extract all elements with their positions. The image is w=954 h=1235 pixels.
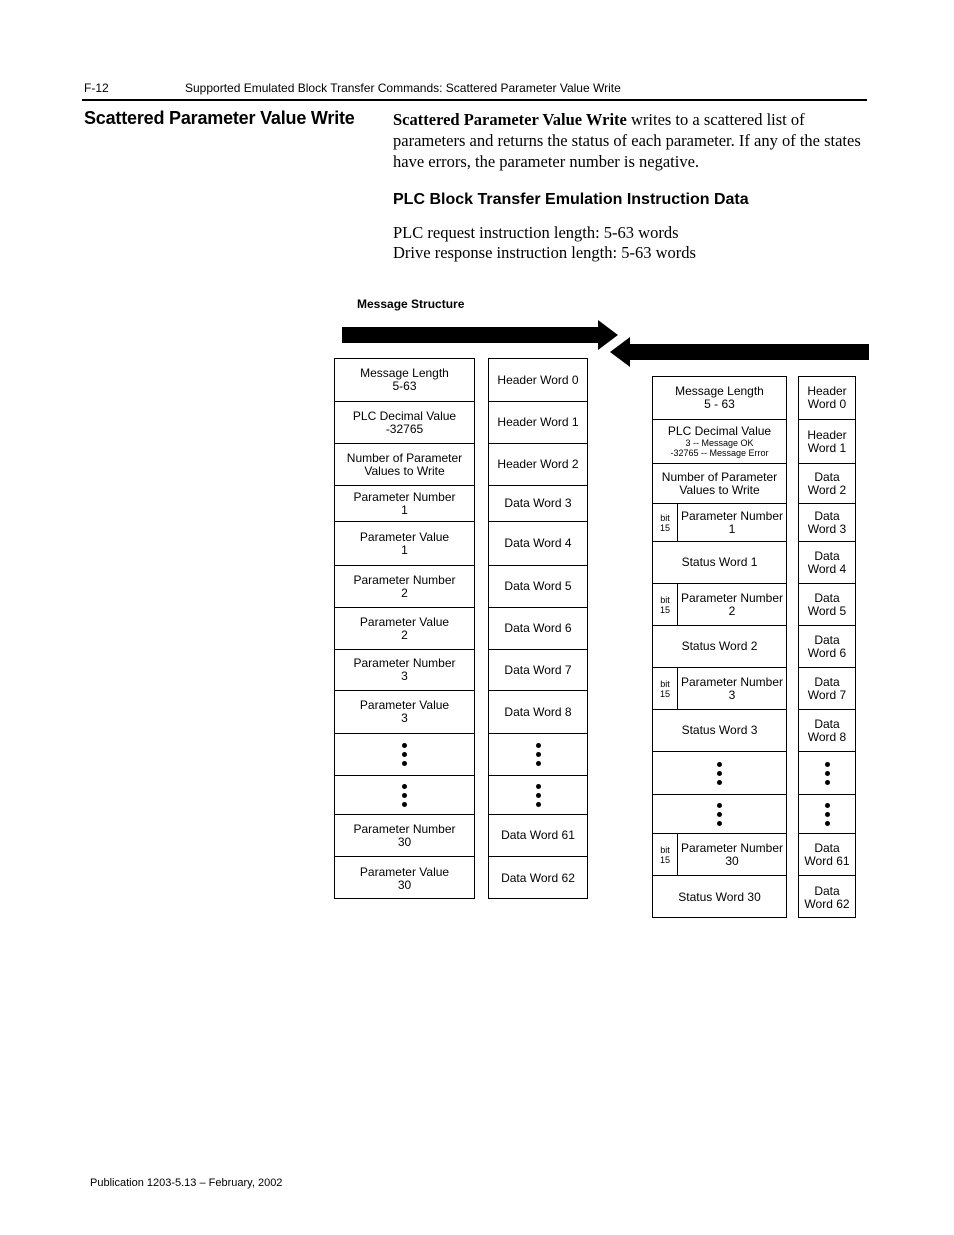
message-cell: [335, 733, 474, 775]
cell-line-2: 2: [401, 585, 408, 600]
message-cell: [489, 485, 587, 521]
parameter-number-label: [678, 504, 786, 541]
message-cell: [335, 775, 474, 814]
cell-line-1: Parameter Number: [353, 821, 456, 836]
cell-line-1: Parameter Number: [680, 840, 784, 855]
cell-line-1: Header Word 1: [497, 415, 579, 429]
intro-bold: Scattered Parameter Value Write: [393, 110, 627, 129]
ellipsis-icon: [717, 803, 722, 826]
message-cell: [489, 775, 587, 814]
transfer-arrows: [0, 0, 954, 400]
cell-line-2: Word 61: [804, 853, 850, 868]
message-cell: [653, 833, 786, 875]
bit-15-marker: [653, 584, 678, 625]
cell-line-2: 30: [725, 853, 739, 868]
cell-note-1: 3 -- Message OK: [685, 438, 754, 448]
cell-line-2: Word 62: [804, 896, 850, 911]
cell-line-2: 30: [397, 834, 412, 849]
ellipsis-icon: [825, 762, 830, 785]
page-number: F-12: [84, 81, 109, 95]
cell-line-2: Word 8: [807, 729, 847, 744]
message-cell: [335, 649, 474, 690]
message-cell: [489, 690, 587, 733]
response-words-column: [798, 376, 856, 918]
ellipsis-icon: [402, 784, 407, 807]
cell-line-1: Number of Parameter: [346, 450, 463, 465]
cell-line-1: Parameter Number: [353, 572, 456, 587]
message-cell: [489, 733, 587, 775]
message-cell: [799, 541, 855, 583]
cell-line-1: Parameter Number: [680, 508, 784, 523]
cell-line-1: Parameter Number: [680, 590, 784, 605]
cell-line-2: 30: [397, 877, 412, 892]
parameter-number-label: [678, 584, 786, 625]
bit-number: 15: [659, 688, 670, 699]
message-cell: [799, 377, 855, 419]
bit-15-marker: [653, 504, 678, 541]
cell-line-1: Status Word 30: [678, 890, 761, 904]
request-arrow: [342, 320, 618, 350]
message-cell: [489, 359, 587, 401]
cell-line-1: Header: [807, 384, 847, 398]
message-cell: [799, 875, 855, 919]
parameter-number-label: [678, 834, 786, 875]
cell-line-2: 1: [401, 542, 408, 557]
cell-line-2: 3: [401, 669, 408, 683]
cell-line-1: Message Length: [675, 384, 764, 398]
cell-line-1: Parameter Value: [359, 864, 450, 879]
request-fields-column: [334, 358, 475, 899]
cell-line-1: Data Word 6: [504, 621, 572, 635]
message-cell: [335, 690, 474, 733]
message-cell: [653, 709, 786, 751]
cell-line-2: 5 - 63: [704, 397, 735, 411]
cell-line-1: Parameter Value: [359, 698, 450, 712]
cell-line-2: Word 0: [807, 397, 847, 411]
ellipsis-icon: [536, 784, 541, 807]
request-words-column: [488, 358, 588, 899]
cell-line-1: Data Word 3: [504, 496, 572, 510]
cell-line-1: Data: [814, 548, 840, 563]
message-cell: [653, 503, 786, 541]
message-cell: [799, 667, 855, 709]
intro-rest: writes to a scattered list of parameters and returns the status of each parameter. If any of the states have errors, the parameter number is negative.: [393, 110, 861, 171]
message-cell: [799, 503, 855, 541]
cell-line-2: Word 4: [807, 561, 847, 576]
bit-number: 15: [659, 522, 670, 533]
message-cell: [335, 856, 474, 900]
cell-line-1: Data: [814, 508, 840, 523]
cell-line-2: Values to Write: [364, 463, 445, 478]
request-length: PLC request instruction length: 5-63 words: [393, 223, 679, 242]
message-cell: [335, 607, 474, 649]
message-cell: [335, 443, 474, 485]
cell-line-2: Word 6: [807, 645, 847, 660]
message-cell: [335, 401, 474, 443]
ellipsis-icon: [825, 803, 830, 826]
cell-line-1: Data Word 61: [501, 828, 575, 842]
diagram-label: Message Structure: [357, 297, 465, 311]
ellipsis-icon: [717, 762, 722, 785]
message-cell: [799, 794, 855, 833]
message-cell: [489, 443, 587, 485]
cell-line-2: 1: [401, 502, 408, 517]
message-cell: [799, 419, 855, 463]
message-cell: [653, 794, 786, 833]
message-cell: [799, 709, 855, 751]
cell-line-1: Parameter Value: [359, 529, 450, 544]
cell-line-2: Values to Write: [679, 482, 760, 497]
message-cell: [653, 625, 786, 667]
message-cell: [799, 583, 855, 625]
running-title: Supported Emulated Block Transfer Commands: Scattered Parameter Value Write: [185, 81, 621, 95]
bit-label: bit: [660, 844, 670, 855]
bit-number: 15: [659, 604, 670, 615]
section-side-title: Scattered Parameter Value Write: [84, 108, 355, 128]
message-cell: [653, 419, 786, 463]
cell-line-1: Status Word 3: [681, 723, 758, 737]
message-cell: [489, 401, 587, 443]
cell-line-1: Data: [814, 716, 840, 731]
response-arrow: [610, 337, 869, 367]
message-cell: [653, 751, 786, 794]
cell-line-1: Data Word 4: [504, 536, 572, 550]
ellipsis-icon: [402, 743, 407, 766]
cell-line-1: Parameter Number: [353, 489, 456, 504]
cell-note-2: -32765 -- Message Error: [670, 448, 769, 458]
cell-line-2: 2: [401, 627, 408, 642]
message-cell: [489, 649, 587, 690]
bit-15-marker: [653, 668, 678, 709]
cell-line-1: Data: [814, 590, 840, 605]
cell-line-1: Message Length: [360, 366, 449, 380]
cell-line-2: Word 2: [807, 482, 847, 497]
cell-line-1: Header: [807, 427, 847, 442]
message-cell: [799, 625, 855, 667]
bit-15-marker: [653, 834, 678, 875]
cell-line-1: Data: [814, 883, 840, 898]
cell-line-1: Data: [814, 469, 840, 484]
message-cell: [799, 751, 855, 794]
cell-line-1: Data: [814, 674, 840, 689]
message-cell: [489, 814, 587, 856]
bit-number: 15: [659, 854, 670, 865]
ellipsis-icon: [536, 743, 541, 766]
message-cell: [653, 377, 786, 419]
message-cell: [335, 565, 474, 607]
cell-line-2: Word 1: [807, 440, 847, 455]
cell-line-1: Data: [814, 632, 840, 647]
cell-line-1: Data Word 8: [504, 704, 572, 719]
cell-line-2: 2: [728, 603, 736, 618]
cell-line-1: Parameter Number: [680, 674, 784, 689]
message-cell: [653, 667, 786, 709]
cell-line-1: Data Word 62: [501, 871, 575, 885]
message-cell: [489, 521, 587, 565]
cell-line-1: Number of Parameter: [661, 469, 778, 484]
message-cell: [653, 583, 786, 625]
bit-label: bit: [660, 512, 670, 523]
cell-line-1: Status Word 2: [681, 639, 758, 653]
cell-line-2: 3: [728, 687, 736, 702]
cell-line-2: Word 3: [807, 521, 847, 536]
response-fields-column: [652, 376, 787, 918]
cell-line-1: PLC Decimal Value: [352, 408, 457, 423]
publication-footer: Publication 1203-5.13 – February, 2002: [90, 1177, 283, 1189]
message-cell: [335, 359, 474, 401]
message-cell: [799, 833, 855, 875]
cell-line-2: Word 5: [807, 603, 847, 618]
parameter-number-label: [678, 668, 786, 709]
message-cell: [489, 607, 587, 649]
cell-line-1: Data Word 7: [504, 662, 572, 677]
cell-line-1: Data Word 5: [504, 579, 572, 593]
cell-line-1: Data: [814, 840, 840, 855]
cell-line-1: Header Word 2: [497, 457, 579, 471]
cell-line-1: Header Word 0: [497, 372, 579, 387]
cell-line-1: Status Word 1: [681, 555, 758, 569]
cell-line-2: 1: [728, 521, 736, 536]
cell-line-2: 3: [401, 711, 408, 725]
message-cell: [489, 565, 587, 607]
message-cell: [489, 856, 587, 900]
message-cell: [653, 541, 786, 583]
message-cell: [335, 485, 474, 521]
cell-line-2: Word 7: [807, 687, 847, 702]
cell-line-1: Parameter Number: [353, 656, 456, 670]
cell-line-2: 5-63: [392, 379, 417, 393]
cell-line-1: PLC Decimal Value: [667, 424, 772, 438]
message-cell: [653, 463, 786, 503]
message-cell: [335, 814, 474, 856]
cell-line-2: -32765: [385, 421, 424, 436]
subheading: PLC Block Transfer Emulation Instruction Data: [393, 191, 749, 208]
bit-label: bit: [660, 678, 670, 689]
bit-label: bit: [660, 594, 670, 605]
response-length: Drive response instruction length: 5-63 words: [393, 243, 696, 262]
message-cell: [335, 521, 474, 565]
message-cell: [799, 463, 855, 503]
message-cell: [653, 875, 786, 919]
cell-line-1: Parameter Value: [359, 614, 450, 629]
